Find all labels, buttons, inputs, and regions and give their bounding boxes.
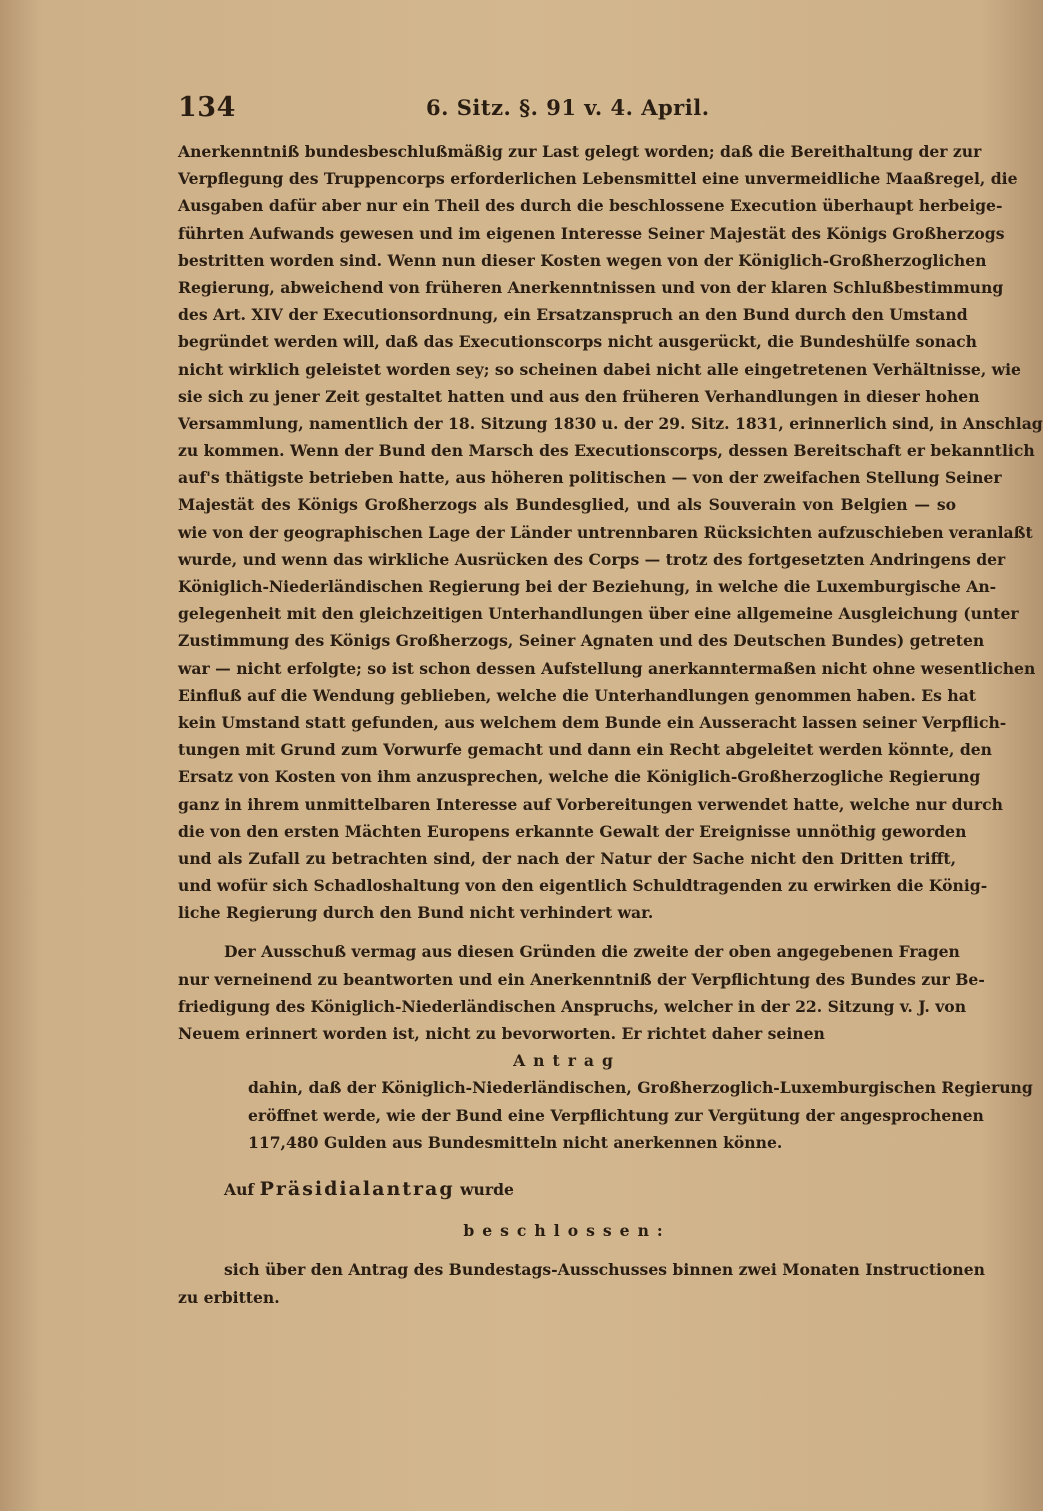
text-line: zu kommen. Wenn der Bund den Marsch des Executionscorps, dessen Bereitschaft er bekanntlich <box>178 441 1035 461</box>
beschluss-intro <box>178 1176 956 1203</box>
text-line: Königlich-Niederländischen Regierung bei der Beziehung, in welche die Luxemburgische An- <box>178 577 997 596</box>
text-line: und als Zufall zu betrachten sind, der nach der Natur der Sache nicht den Dritten trifft, <box>178 848 956 868</box>
beschluss-heading: beschlossen: <box>463 1221 671 1241</box>
text-line: gelegenheit mit den gleichzeitigen Unterhandlungen über eine allgemeine Ausgleichung (unter <box>178 604 1019 624</box>
text-line: Verpflegung des Truppencorps erforderlichen Lebensmittel eine unvermeidliche Maaßregel, die <box>178 169 1018 189</box>
text-line: wie von der geographischen Lage der Länder untrennbaren Rücksichten aufzuschieben veranlaßt <box>178 522 1033 542</box>
antrag-body <box>178 1074 1033 1156</box>
text-line: führten Aufwands gewesen und im eigenen Interesse Seiner Majestät des Königs Großherzogs <box>178 223 1005 243</box>
text-line: 117,480 Gulden aus Bundesmitteln nicht anerkennen könne. <box>248 1132 783 1152</box>
text-line: liche Regierung durch den Bund nicht verhindert war. <box>178 903 654 923</box>
text-line: war — nicht erfolgte; so ist schon dessen Aufstellung anerkanntermaßen nicht ohne wesentlichen <box>178 658 1036 678</box>
praesidialantrag: Präsidialantrag <box>259 1177 455 1200</box>
text-line: ganz in ihrem unmittelbaren Interesse auf Vorbereitungen verwendet hatte, welche nur durch <box>178 794 1003 814</box>
text-line: sie sich zu jener Zeit gestaltet hatten und aus den früheren Verhandlungen in dieser hohen <box>178 386 980 406</box>
antrag-heading: Antrag <box>513 1051 621 1071</box>
text-line: Versammlung, namentlich der 18. Sitzung 1830 u. der 29. Sitz. 1831, erinnerlich sind, in Anschlag <box>178 413 1043 433</box>
text-line: Regierung, abweichend von früheren Anerkenntnissen und von der klaren Schlußbestimmung <box>178 277 1004 297</box>
beschluss-suffix: wurde <box>460 1179 514 1199</box>
text-line: Der Ausschuß vermag aus diesen Gründen die zweite der oben angegebenen Fragen <box>224 942 960 962</box>
text-line: Majestät des Königs Großherzogs als Bundesglied, und als Souverain von Belgien — so <box>178 495 956 515</box>
text-line: sich über den Antrag des Bundestags-Ausschusses binnen zwei Monaten Instructionen <box>224 1260 985 1280</box>
text-line: die von den ersten Mächten Europens erkannte Gewalt der Ereignisse unnöthig geworden <box>178 821 967 841</box>
text-line: zu erbitten. <box>178 1287 280 1307</box>
text-line: nur verneinend zu beantworten und ein Anerkenntniß der Verpflichtung des Bundes zur Be- <box>178 969 985 989</box>
running-head: 6. Sitz. §. 91 v. 4. April. <box>426 95 710 120</box>
text-line: und wofür sich Schadloshaltung von den eigentlich Schuldtragenden zu erwirken die König- <box>178 876 988 896</box>
final-text <box>178 1256 985 1310</box>
text-line: tungen mit Grund zum Vorwurfe gemacht und dann ein Recht abgeleitet werden könnte, den <box>178 740 993 760</box>
text-line: Neuem erinnert worden ist, nicht zu bevorworten. Er richtet daher seinen <box>178 1024 825 1043</box>
paragraph-2 <box>178 938 985 1047</box>
body-text <box>178 138 1043 1311</box>
text-line: Ersatz von Kosten von ihm anzusprechen, welche die Königlich-Großherzogliche Regierung <box>178 767 981 787</box>
text-line: dahin, daß der Königlich-Niederländischen, Großherzoglich-Luxemburgischen Regierung <box>248 1078 1033 1098</box>
page-header <box>178 92 958 132</box>
text-line: Zustimmung des Königs Großherzogs, Seiner Agnaten und des Deutschen Bundes) getreten <box>178 631 985 651</box>
text-line: Einfluß auf die Wendung geblieben, welche die Unterhandlungen genommen haben. Es hat <box>178 685 977 705</box>
text-line: auf's thätigste betrieben hatte, aus höheren politischen — von der zweifachen Stellung Seiner <box>178 468 1002 488</box>
page-number: 134 <box>178 92 236 123</box>
text-line: eröffnet werde, wie der Bund eine Verpflichtung zur Vergütung der angesprochenen <box>248 1105 984 1125</box>
text-line: des Art. XIV der Executionsordnung, ein Ersatzanspruch an den Bund durch den Umstand <box>178 305 968 325</box>
text-line: wurde, und wenn das wirkliche Ausrücken des Corps — trotz des fortgesetzten Andringens der <box>178 549 1006 569</box>
text-line: kein Umstand statt gefunden, aus welchem dem Bunde ein Ausseracht lassen seiner Verpflich- <box>178 712 1007 732</box>
text-line: nicht wirklich geleistet worden sey; so scheinen dabei nicht alle eingetretenen Verhältnisse, wie <box>178 359 1021 379</box>
text-line: bestritten worden sind. Wenn nun dieser Kosten wegen von der Königlich-Großherzoglichen <box>178 250 987 270</box>
beschluss-prefix: Auf <box>224 1179 255 1199</box>
paragraph-1 <box>178 138 1043 926</box>
text-line: Ausgaben dafür aber nur ein Theil des durch die beschlossene Execution überhaupt herbeige- <box>178 196 1003 216</box>
text-line: begründet werden will, daß das Executionscorps nicht ausgerückt, die Bundeshülfe sonach <box>178 332 978 352</box>
text-line: friedigung des Königlich-Niederländischen Anspruchs, welcher in der 22. Sitzung v. J. von <box>178 996 967 1016</box>
text-line: Anerkenntniß bundesbeschlußmäßig zur Last gelegt worden; daß die Bereithaltung der zur <box>178 142 982 161</box>
